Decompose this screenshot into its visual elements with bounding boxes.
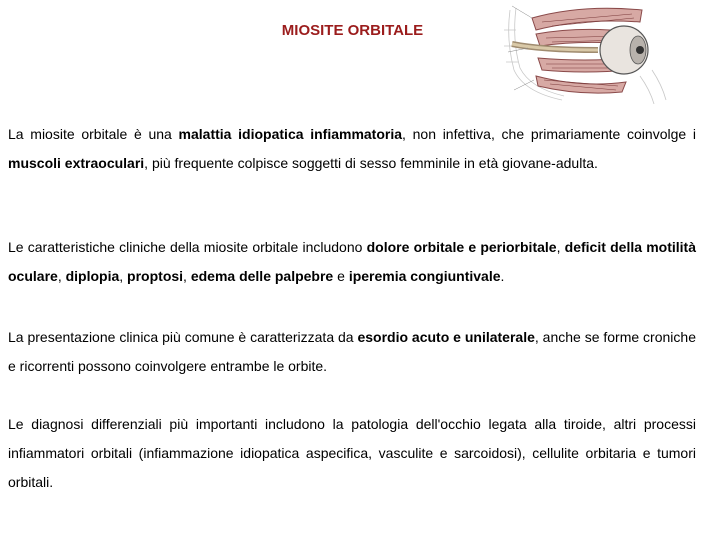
paragraph-presentation — [8, 323, 696, 381]
text-segment: La presentazione clinica più comune è caratterizzata da — [8, 329, 358, 345]
text-segment: , — [57, 268, 66, 284]
bold-text-segment: edema delle palpebre — [190, 268, 334, 284]
paragraph-clinical-features — [8, 233, 696, 291]
bold-text-segment: muscoli extraoculari — [8, 155, 145, 171]
text-segment: , non infettiva, che primariamente coinvolge i — [402, 126, 696, 142]
bold-text-segment: dolore orbitale e periorbitale — [366, 239, 557, 255]
text-segment: , — [183, 268, 191, 284]
text-segment: , più frequente colpisce soggetti di sesso femminile in età giovane-adulta. — [144, 155, 598, 171]
bold-text-segment: diplopia — [65, 268, 120, 284]
eye-muscles-icon — [502, 0, 668, 104]
orbit-anatomy-illustration — [502, 0, 668, 104]
paragraph-differential-diagnosis — [8, 410, 696, 497]
text-segment: , — [119, 268, 128, 284]
text-segment: e — [333, 268, 349, 284]
bold-text-segment: malattia idiopatica infiammatoria — [178, 126, 403, 142]
bold-text-segment: esordio acuto e unilaterale — [357, 329, 535, 345]
text-segment: , anche se forme croniche e ricorrenti possono coinvolgere entrambe le orbite. — [8, 329, 696, 374]
text-segment: . — [500, 268, 505, 284]
text-segment: Le diagnosi differenziali più importanti includono la patologia dell'occhio legata alla tiroide, altri processi infiammatori orbitali (infiammazione idiopatica aspecifica, vasculite e sarcoidosi), cellulite orbitaria e tumori orbitali. — [8, 416, 696, 490]
bold-text-segment: deficit della motilità oculare — [8, 239, 696, 284]
bold-text-segment: proptosi — [127, 268, 184, 284]
page-title: MIOSITE ORBITALE — [281, 22, 424, 39]
text-segment: Le caratteristiche cliniche della miosite orbitale includono — [8, 239, 367, 255]
text-segment: La miosite orbitale è una — [8, 126, 179, 142]
paragraph-definition — [8, 120, 696, 178]
text-segment: , — [556, 239, 565, 255]
bold-text-segment: iperemia congiuntivale — [348, 268, 501, 284]
